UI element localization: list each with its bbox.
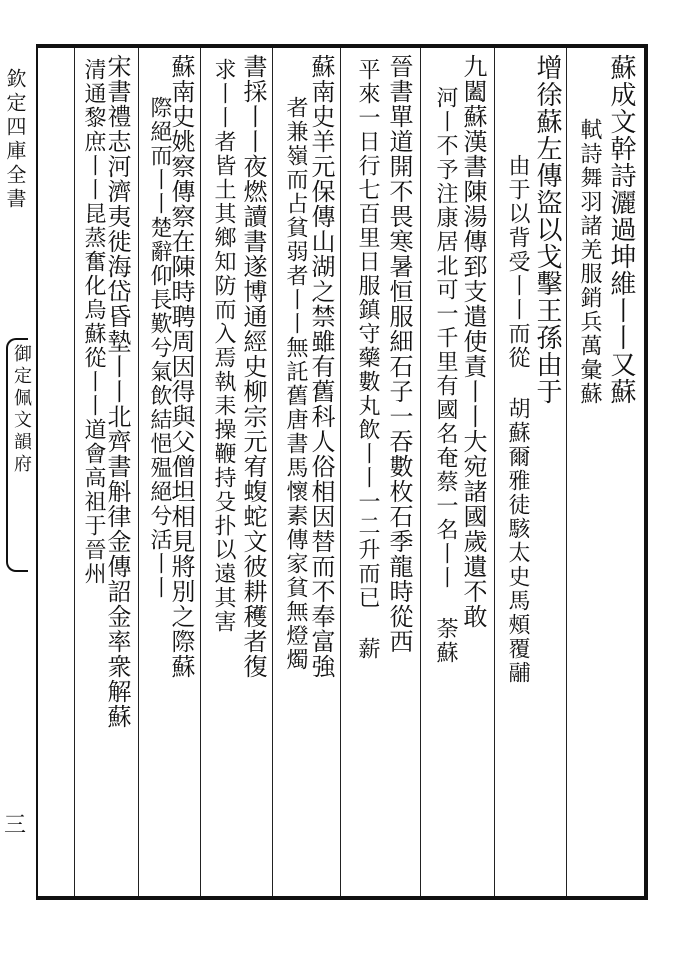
text-column: 軾詩舞羽諸羌服銷兵萬彙蘇 bbox=[577, 118, 602, 406]
text-column: 書採丨丨夜燃讀書遂博通經史柳宗元宥蝮蛇文彼耕穫者復 bbox=[239, 54, 267, 679]
text-column: 蘇成文幹詩灑過坤維丨丨又蘇 bbox=[606, 54, 636, 405]
text-column: 蘇南史羊元保傳山湖之禁雖有舊科人俗相因替而不奉富強 bbox=[307, 54, 335, 679]
text-column: 際絕而丨丨楚辭仰長歎兮氣飲結悒殟絕兮活丨丨 bbox=[147, 96, 172, 600]
column-rule bbox=[138, 48, 139, 896]
column-rule bbox=[340, 48, 341, 896]
page-spine bbox=[0, 48, 30, 898]
column-rule bbox=[566, 48, 567, 896]
column-rule bbox=[494, 48, 495, 896]
text-column: 平來一日行七百里日服鎮守藥數丸飲丨丨一二升而已 薪 bbox=[355, 58, 380, 661]
text-column: 宋書禮志河濟夷徙海岱昏墊丨丨北齊書斛律金傳詔金率衆解蘇 bbox=[103, 54, 131, 729]
text-column: 求丨丨者皆土其鄉知防而入焉執耒操鞭持殳扑以遠其害 bbox=[211, 58, 236, 634]
text-column: 增徐蘇左傳盜以戈擊王孫由于 bbox=[532, 54, 562, 405]
column-rule bbox=[272, 48, 273, 896]
text-column: 九闔蘇漢書陳湯傳郅支遣使責丨丨大宛諸國歲遺不敢 bbox=[459, 54, 487, 629]
text-column: 晉書單道開不畏寒暑恒服細石子一吞數枚石季龍時從西 bbox=[385, 54, 413, 654]
column-rule bbox=[74, 48, 75, 896]
text-column: 由于以背受丨丨而從 胡蘇爾雅徒駭太史馬頰覆鬴 bbox=[505, 154, 530, 685]
text-column: 清通黎庶丨丨昆蒸奮化烏蘇從丨丨道會高祖于晉州 bbox=[81, 58, 106, 586]
text-column: 河丨不予注康居北可一千里有國名奄蔡一名丨丨 荼蘇 bbox=[433, 86, 458, 665]
book-title: 欽定四庫全書 bbox=[3, 68, 27, 212]
text-column: 蘇南史姚察傳察在陳時聘周因得與父僧坦相見將別之際蘇 bbox=[167, 54, 195, 679]
column-rule bbox=[200, 48, 201, 896]
text-column: 者兼嶺而占貧弱者丨丨無託舊唐書馬懷素傳家貧無燈燭 bbox=[283, 96, 308, 672]
section-title: 御定佩文韻府 bbox=[11, 344, 32, 476]
folio-number: 三 bbox=[4, 813, 27, 838]
column-rule bbox=[420, 48, 421, 896]
